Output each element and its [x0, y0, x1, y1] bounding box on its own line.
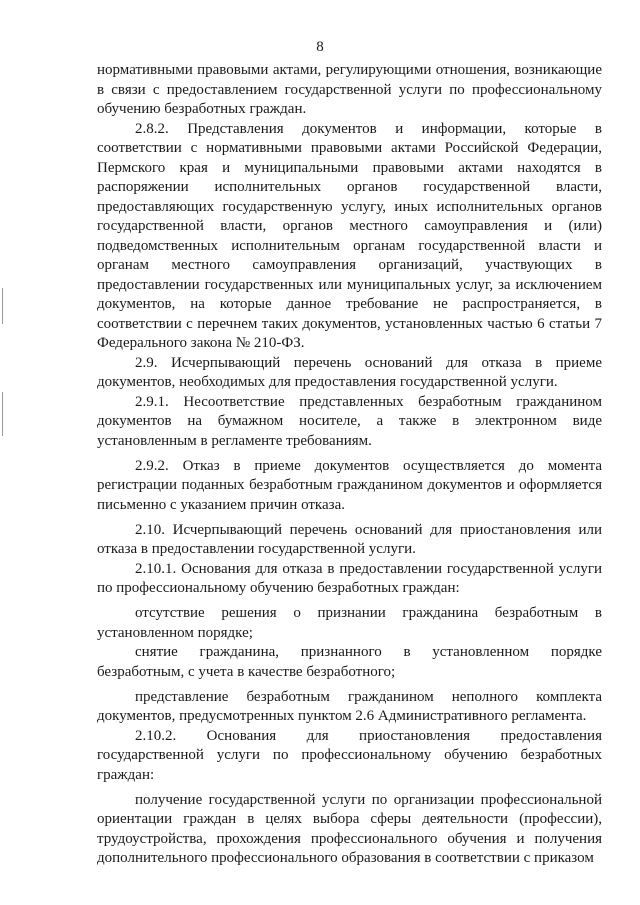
paragraph: 2.10.2. Основания для приостановления предоставления государственной услуги по профессиональному обучению безработных граждан:: [97, 727, 602, 783]
body-text: [97, 61, 602, 869]
paragraph: 2.10.1. Основания для отказа в предоставлении государственной услуги по профессиональному обучению безработных граждан:: [97, 560, 602, 596]
page-number: 8: [316, 39, 324, 55]
paragraph: 2.9.1. Несоответствие представленных безработным гражданином документов на бумажном носителе, а также в электронном виде установленным в регламенте требованиям.: [97, 393, 602, 449]
paragraph: 2.9. Исчерпывающий перечень оснований для отказа в приеме документов, необходимых для предоставления государственной услуги.: [97, 354, 602, 390]
scan-edge-mark: [2, 288, 3, 324]
paragraph: нормативными правовыми актами, регулирующими отношения, возникающие в связи с предоставлением государственной услуги по профессиональному обучению безработных граждан.: [97, 62, 602, 117]
paragraph: получение государственной услуги по организации профессиональной ориентации граждан в целях выбора сферы деятельности (профессии), трудоустройства, прохождения профессионального обучения и получения дополнительного профессионального образования в соответствии с приказом: [97, 791, 602, 866]
paragraph: отсутствие решения о признании гражданина безработным в установленном порядке;: [97, 605, 602, 641]
paragraph: снятие гражданина, признанного в установленном порядке безработным, с учета в качестве безработного;: [97, 644, 602, 680]
paragraph: 2.8.2. Представления документов и информации, которые в соответствии с нормативными правовыми актами Российской Федерации, Пермского края и муниципальными правовыми актами находятся в распоряжении исполнительных органов государственной власти, предоставляющих государственную услугу, иных исполнительных органов государственной власти, органов местного самоуправления и (или) подведомственных исполнительным органам государственной власти и органам местного самоуправления организаций, участвующих в предоставлении государственных или муниципальных услуг, за исключением документов, на которые данное требование не распространяется, в соответствии с перечнем таких документов, установленных частью 6 статьи 7 Федерального закона № 210-ФЗ.: [97, 120, 602, 351]
scan-edge-mark: [2, 392, 3, 436]
paragraph: представление безработным гражданином неполного комплекта документов, предусмотренных пунктом 2.6 Административного регламента.: [97, 688, 602, 724]
paragraph: 2.9.2. Отказ в приеме документов осуществляется до момента регистрации поданных безработным гражданином документов и оформляется письменно с указанием причин отказа.: [97, 457, 602, 513]
paragraph: 2.10. Исчерпывающий перечень оснований для приостановления или отказа в предоставлении государственной услуги.: [97, 521, 602, 557]
